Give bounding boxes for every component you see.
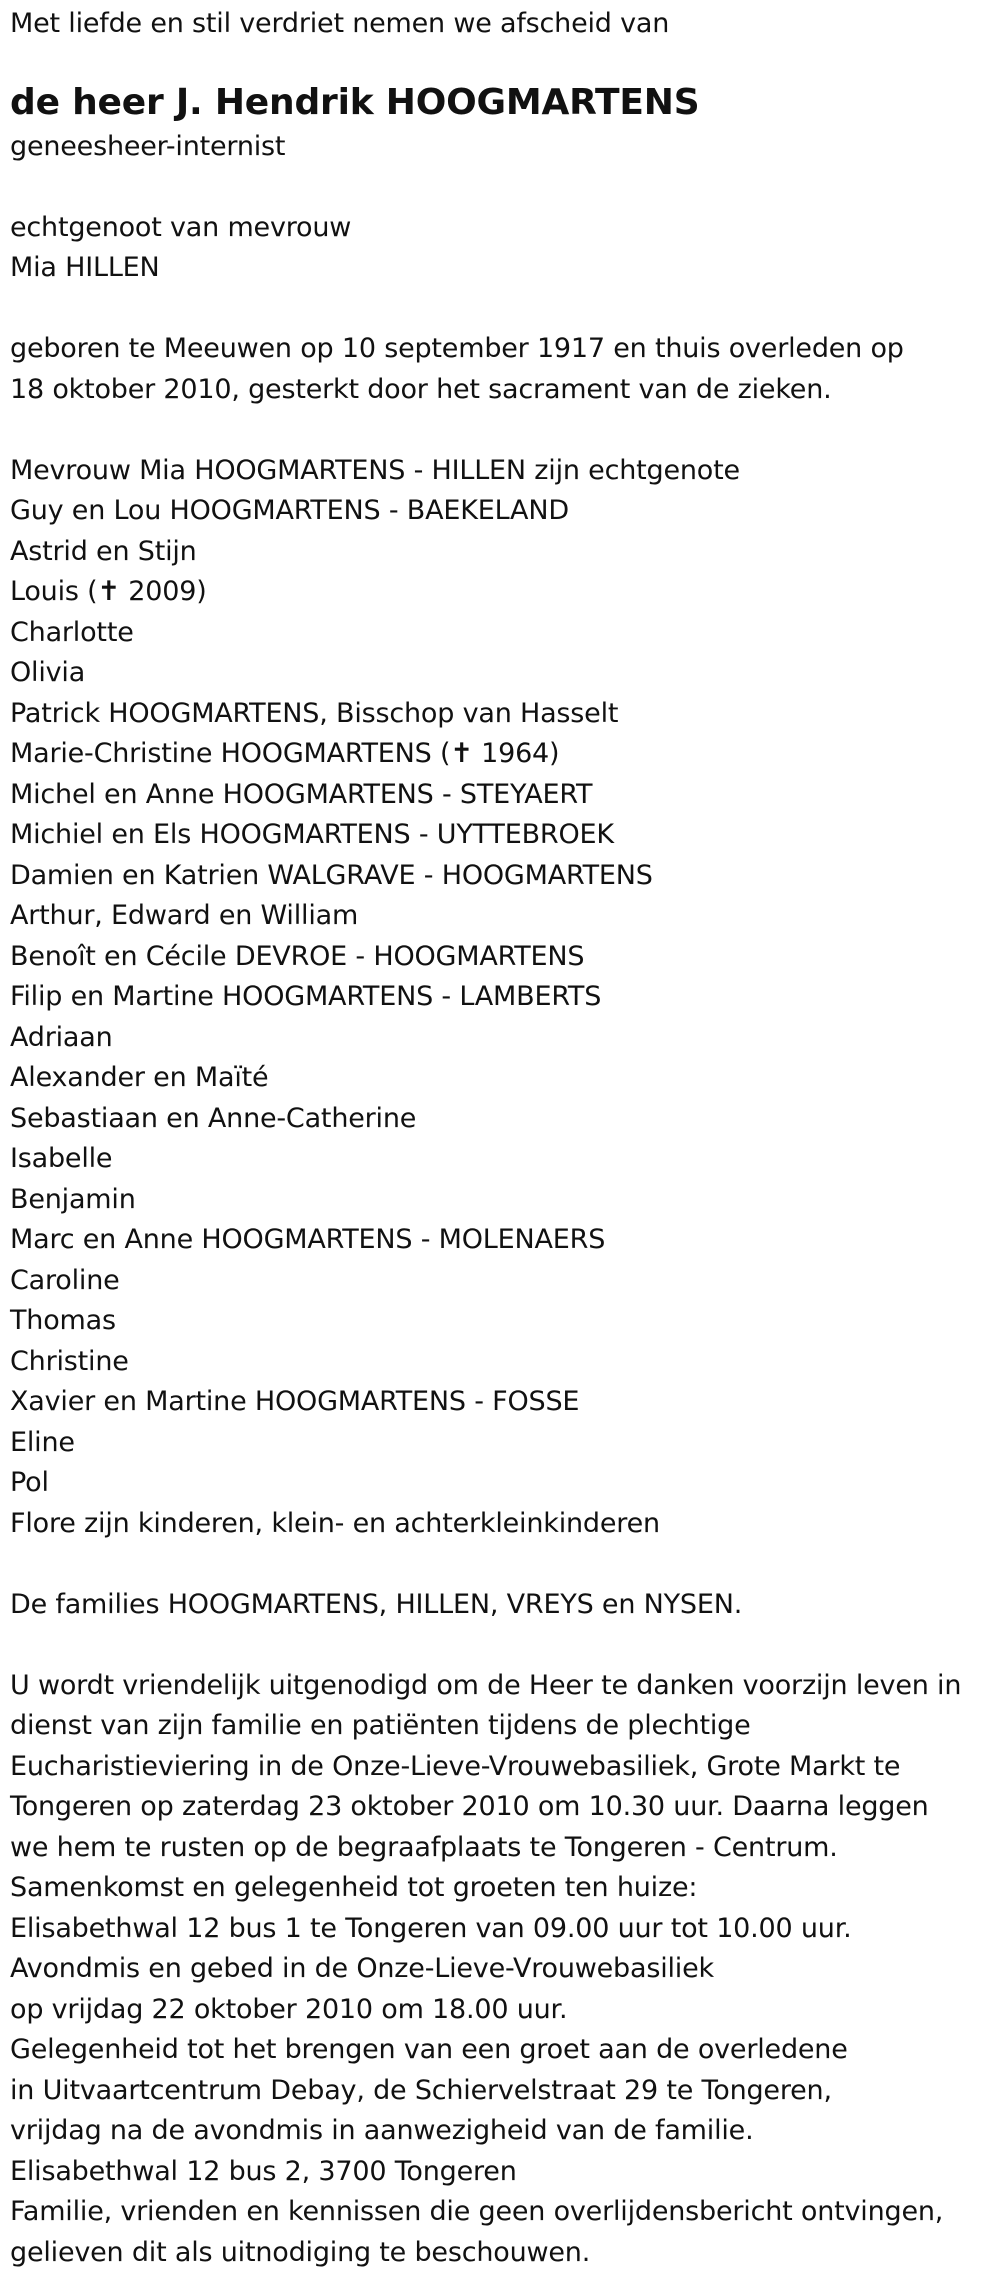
invitation-line: we hem te rusten op de begraafplaats te Tongeren - Centrum. [10,1831,838,1863]
family-member: Mevrouw Mia HOOGMARTENS - HILLEN zijn echtgenote [10,454,740,486]
invitation-line: Elisabethwal 12 bus 2, 3700 Tongeren [10,2155,517,2187]
invitation-line: vrijdag na de avondmis in aanwezigheid van de familie. [10,2115,754,2146]
family-member: Alexander en Maïté [10,1062,269,1093]
families-line: De families HOOGMARTENS, HILLEN, VREYS en NYSEN. [10,1588,743,1620]
family-member: Michel en Anne HOOGMARTENS - STEYAERT [10,778,593,810]
spacer [10,1544,1000,1585]
spacer [10,410,1000,451]
spacer [10,289,1000,330]
family-member: Benjamin [10,1183,136,1215]
family-member: Damien en Katrien WALGRAVE - HOOGMARTENS [10,859,653,891]
family-member: Thomas [10,1305,116,1336]
family-member: Filip en Martine HOOGMARTENS - LAMBERTS [10,981,602,1012]
family-member: Marc en Anne HOOGMARTENS - MOLENAERS [10,1224,606,1255]
family-member: Marie-Christine HOOGMARTENS (✝ 1964) [10,738,560,769]
birth-death-line: geboren te Meeuwen op 10 september 1917 en thuis overleden op [10,333,904,364]
obituary-notice [0,4,1000,2274]
invitation-line: Avondmis en gebed in de Onze-Lieve-Vrouwebasiliek [10,1953,714,1984]
family-member: Charlotte [10,616,134,648]
family-member: Isabelle [10,1143,113,1174]
invitation-line: gelieven dit als uitnodiging te beschouwen. [10,2236,591,2268]
invitation-line: Eucharistieviering in de Onze-Lieve-Vrouwebasiliek, Grote Markt te [10,1750,901,1782]
family-member: Christine [10,1345,129,1377]
family-member: Eline [10,1426,75,1458]
invitation-line: Tongeren op zaterdag 23 oktober 2010 om 10.30 uur. Daarna leggen [10,1791,929,1822]
invitation-line: Elisabethwal 12 bus 1 te Tongeren van 09.00 uur tot 10.00 uur. [10,1912,852,1944]
family-member: Caroline [10,1264,120,1296]
birth-death-line: 18 oktober 2010, gesterkt door het sacrament van de zieken. [10,373,832,405]
family-member: Pol [10,1467,49,1498]
profession-text: geneesheer-internist [10,130,286,162]
family-member: Louis (✝ 2009) [10,576,207,607]
spacer [10,167,1000,208]
invitation-line: Familie, vrienden en kennissen die geen overlijdensbericht ontvingen, [10,2196,944,2227]
family-member: Guy en Lou HOOGMARTENS - BAEKELAND [10,495,569,526]
spacer [10,1625,1000,1666]
family-member: Olivia [10,657,86,688]
invitation-section [10,1666,1000,2274]
family-member: Sebastiaan en Anne-Catherine [10,1102,417,1134]
family-member: Astrid en Stijn [10,535,197,567]
family-member: Xavier en Martine HOOGMARTENS - FOSSE [10,1386,580,1417]
spouse-section [10,208,1000,289]
family-member: Patrick HOOGMARTENS, Bisschop van Hasselt [10,697,619,729]
invitation-line: Samenkomst en gelegenheid tot groeten ten huize: [10,1872,698,1903]
spouse-name: Mia HILLEN [10,252,160,283]
family-member: Michiel en Els HOOGMARTENS - UYTTEBROEK [10,819,614,850]
deceased-name: de heer J. Hendrik HOOGMARTENS [10,81,700,123]
invitation-line: Gelegenheid tot het brengen van een groet aan de overledene [10,2034,848,2065]
invitation-line: dienst van zijn familie en patiënten tijdens de plechtige [10,1710,751,1741]
birth-death-section [10,329,1000,410]
family-member: Arthur, Edward en William [10,900,359,931]
invitation-line: U wordt vriendelijk uitgenodigd om de Heer te danken voorzijn leven in [10,1669,962,1701]
family-member: Flore zijn kinderen, klein- en achterkleinkinderen [10,1507,660,1539]
invitation-line: in Uitvaartcentrum Debay, de Schiervelstraat 29 te Tongeren, [10,2074,832,2106]
spouse-line: echtgenoot van mevrouw [10,211,352,243]
family-member: Adriaan [10,1021,113,1053]
family-list [10,451,1000,1545]
intro-text: Met liefde en stil verdriet nemen we afscheid van [10,8,670,39]
invitation-line: op vrijdag 22 oktober 2010 om 18.00 uur. [10,1993,568,2025]
family-member: Benoît en Cécile DEVROE - HOOGMARTENS [10,940,585,972]
